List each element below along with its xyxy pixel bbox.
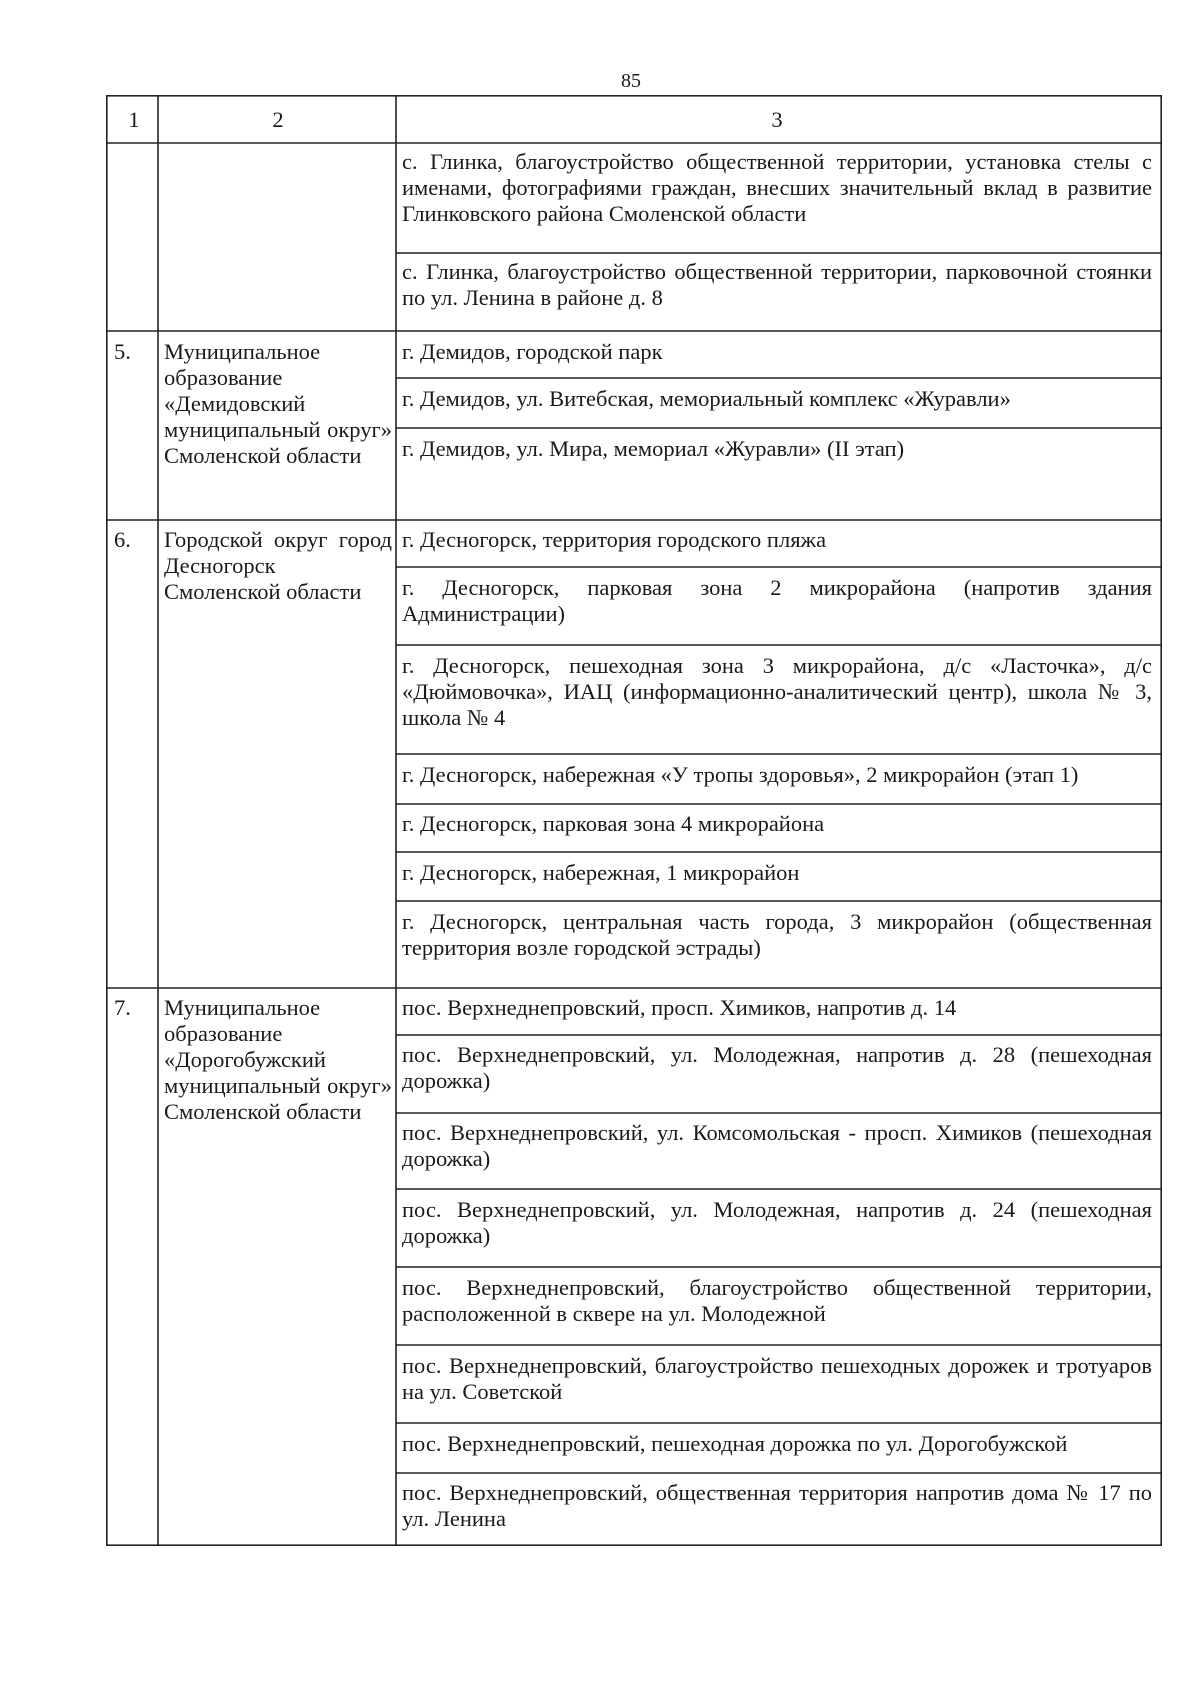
table-cell-project: г. Десногорск, территория городского пляжа <box>402 527 827 552</box>
table-cell-project: г. Десногорск, центральная часть города, 3 микрорайон (общественная территория возле городской эстрады) <box>402 909 1152 960</box>
table-cell-project: с. Глинка, благоустройство общественной территории, парковочной стоянки по ул. Ленина в районе д. 8 <box>402 259 1152 310</box>
table-cell-project: г. Демидов, ул. Витебская, мемориальный комплекс «Журавли» <box>402 386 1011 411</box>
municipality-name: Муниципальное образование «Дорогобужский муниципальный округ» Смоленской области <box>164 995 392 1124</box>
table-cell-project: г. Десногорск, парковая зона 4 микрорайона <box>402 811 825 836</box>
table-cell-project: г. Десногорск, пешеходная зона 3 микрорайона, д/с «Ласточка», д/с «Дюймовочка», ИАЦ (информационно-аналитический центр), школа № 3, школа № 4 <box>402 653 1152 730</box>
header-col-3: 3 <box>771 107 783 132</box>
table-cell-project: пос. Верхнеднепровский, общественная территория напротив дома № 17 по ул. Ленина <box>402 1480 1152 1531</box>
projects-table <box>106 95 1162 1546</box>
table-cell-project: пос. Верхнеднепровский, пешеходная дорожка по ул. Дорогобужской <box>402 1431 1068 1456</box>
table-cell-project: пос. Верхнеднепровский, ул. Молодежная, напротив д. 24 (пешеходная дорожка) <box>402 1197 1152 1248</box>
municipality-name: Муниципальное образование «Демидовский муниципальный округ» Смоленской области <box>164 339 392 468</box>
table-cell-project: пос. Верхнеднепровский, просп. Химиков, напротив д. 14 <box>402 995 957 1020</box>
table-cell-project: г. Десногорск, набережная «У тропы здоровья», 2 микрорайон (этап 1) <box>402 762 1079 787</box>
table-cell-project: г. Десногорск, набережная, 1 микрорайон <box>402 860 800 885</box>
row-number: 7. <box>114 995 131 1020</box>
table-cell-project: г. Демидов, городской парк <box>402 339 663 364</box>
table-cell-project: пос. Верхнеднепровский, благоустройство общественной территории, расположенной в сквере на ул. Молодежной <box>402 1275 1152 1326</box>
row-number: 6. <box>114 527 131 552</box>
table-cell-project: пос. Верхнеднепровский, ул. Молодежная, напротив д. 28 (пешеходная дорожка) <box>402 1042 1152 1093</box>
table-cell-project: г. Десногорск, парковая зона 2 микрорайона (напротив здания Администрации) <box>402 575 1152 626</box>
row-number: 5. <box>114 339 131 364</box>
table-cell-project: г. Демидов, ул. Мира, мемориал «Журавли» (II этап) <box>402 436 905 461</box>
municipality-name: Городской округ город Десногорск Смоленской области <box>164 527 392 604</box>
header-col-1: 1 <box>128 107 140 132</box>
table-cell-project: пос. Верхнеднепровский, благоустройство пешеходных дорожек и тротуаров на ул. Советской <box>402 1353 1152 1404</box>
table-cell-project: с. Глинка, благоустройство общественной территории, установка стелы с именами, фотографиями граждан, внесших значительный вклад в развитие Глинковского района Смоленской области <box>402 149 1152 226</box>
page-number: 85 <box>621 70 641 92</box>
header-col-2: 2 <box>272 107 284 132</box>
table-cell-project: пос. Верхнеднепровский, ул. Комсомольская - просп. Химиков (пешеходная дорожка) <box>402 1120 1152 1171</box>
